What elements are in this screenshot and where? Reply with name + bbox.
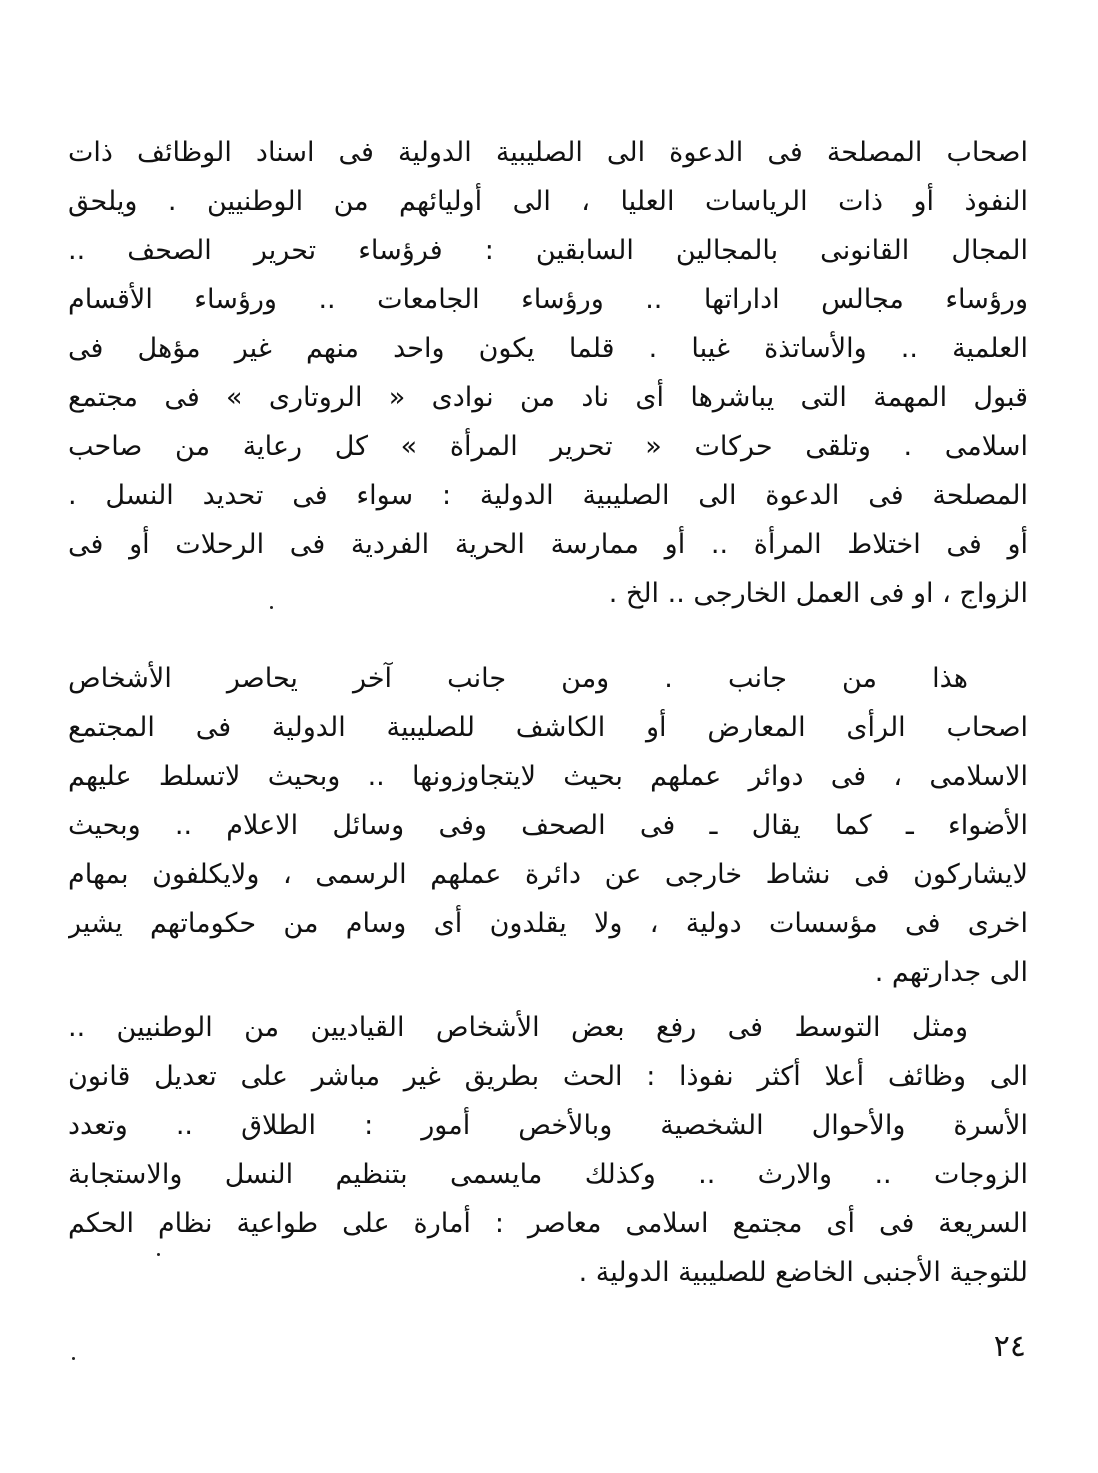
paragraph-1 [68,128,1028,618]
text-line: اسلامى . وتلقى حركات « تحرير المرأة » كل رعاية من صاحب [68,431,1028,462]
text-line: النفوذ أو ذات الرياسات العليا ، الى أوليائهم من الوطنيين . ويلحق [68,186,1028,217]
text-line: المجال القانونى بالمجالين السابقين : فرؤساء تحرير الصحف .. [68,235,1028,266]
text-line: اصحاب الرأى المعارض أو الكاشف للصليبية الدولية فى المجتمع [68,712,1028,743]
paragraph-3 [68,1003,1028,1297]
text-line: الى وظائف أعلا أكثر نفوذا : الحث بطريق غير مباشر على تعديل قانون [68,1061,1028,1092]
text-line: العلمية .. والأساتذة غيبا . قلما يكون واحد منهم غير مؤهل فى [68,333,1028,364]
text-line: السريعة فى أى مجتمع اسلامى معاصر : أمارة على طواعية نظام الحكم [68,1208,1028,1239]
text-line: اصحاب المصلحة فى الدعوة الى الصليبية الدولية فى اسناد الوظائف ذات [68,137,1028,168]
text-line: لايشاركون فى نشاط خارجى عن دائرة عملهم الرسمى ، ولايكلفون بمهام [68,859,1028,890]
text-line: اخرى فى مؤسسات دولية ، ولا يقلدون أى وسام من حكوماتهم يشير [68,908,1028,939]
text-line: للتوجية الأجنبى الخاضع للصليبية الدولية . [578,1257,1028,1288]
text-line: الأسرة والأحوال الشخصية وبالأخص أمور : الطلاق .. وتعدد [68,1110,1028,1141]
text-line: ومثل التوسط فى رفع بعض الأشخاص القياديين من الوطنيين .. [68,1012,968,1043]
text-line: الزواج ، او فى العمل الخارجى .. الخ . [608,578,1028,609]
text-line: ورؤساء مجالس اداراتها .. ورؤساء الجامعات .. ورؤساء الأقسام [68,284,1028,315]
text-line: أو فى اختلاط المرأة .. أو ممارسة الحرية الفردية فى الرحلات أو فى [68,529,1028,560]
text-line: الى جدارتهم . [874,957,1028,988]
text-line: الاسلامى ، فى دوائر عملهم بحيث لايتجاوزونها .. وبحيث لاتسلط عليهم [68,761,1028,792]
text-line: الأضواء ـ كما يقال ـ فى الصحف وفى وسائل الاعلام .. وبحيث [68,810,1028,841]
text-line: المصلحة فى الدعوة الى الصليبية الدولية : سواء فى تحديد النسل . [68,480,1028,511]
scan-speck [157,1253,160,1256]
text-line: هذا من جانب . ومن جانب آخر يحاصر الأشخاص [68,663,968,694]
scan-speck [270,606,273,609]
text-line: قبول المهمة التى يباشرها أى ناد من نوادى « الروتارى » فى مجتمع [68,382,1028,413]
text-line: الزوجات .. والارث .. وكذلك مايسمى بتنظيم النسل والاستجابة [68,1159,1028,1190]
scan-speck [72,1357,75,1360]
page-number: ٢٤ [993,1329,1026,1364]
paragraph-2 [68,654,1028,997]
